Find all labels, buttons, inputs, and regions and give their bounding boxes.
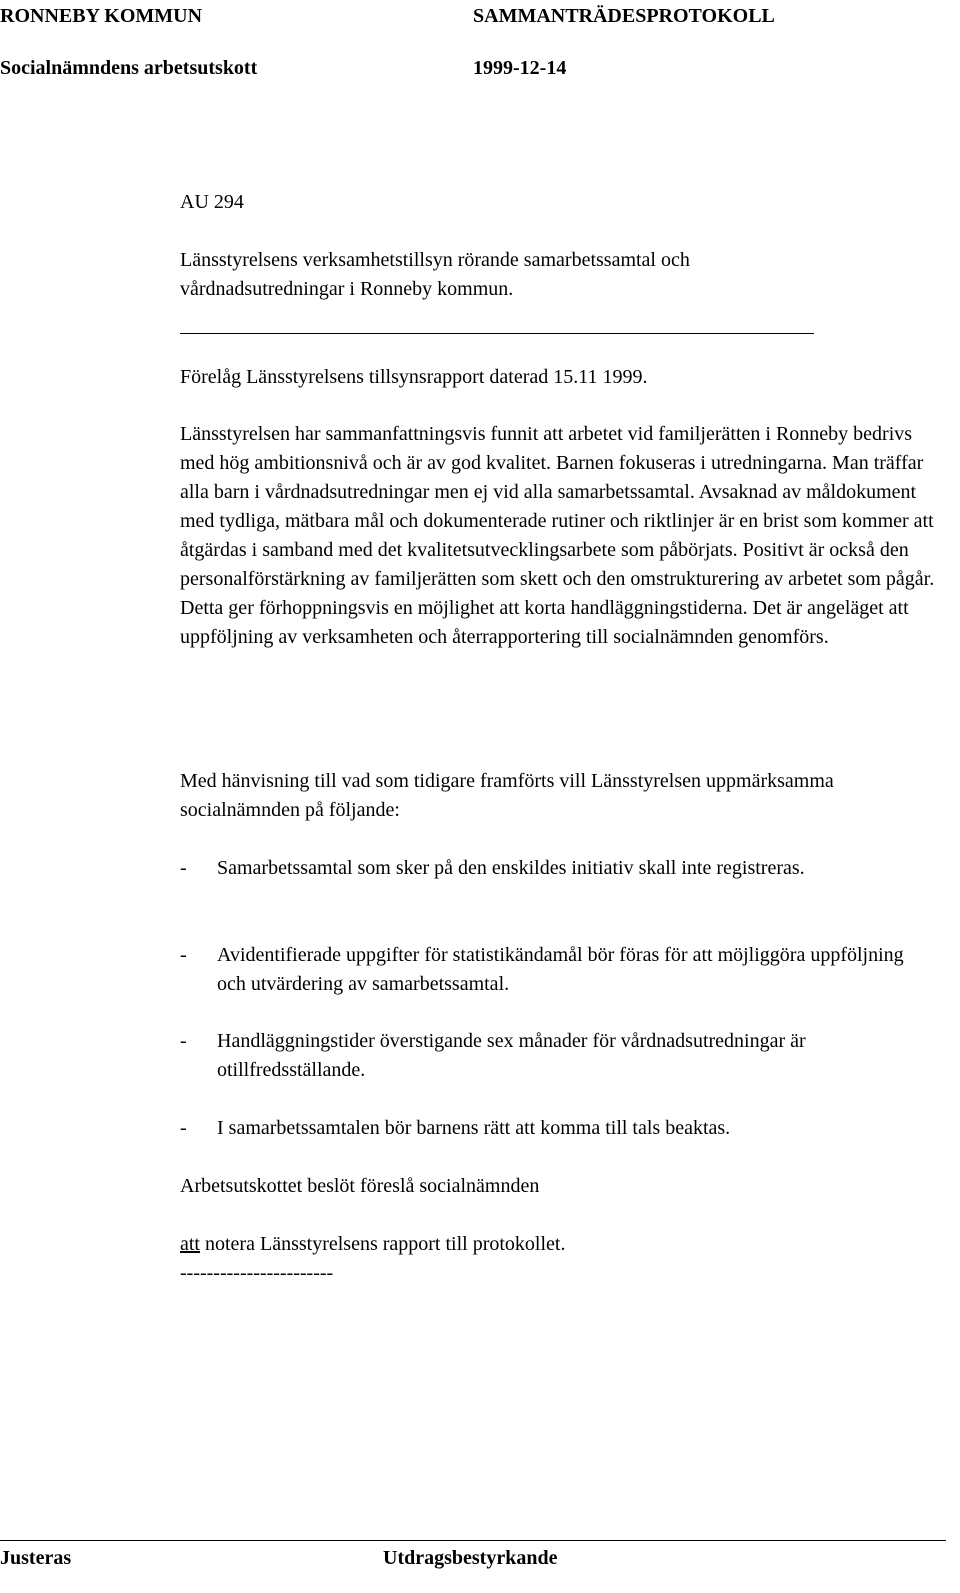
case-number: AU 294 bbox=[180, 191, 244, 213]
case-title-line2: vårdnadsutredningar i Ronneby kommun. bbox=[180, 278, 514, 300]
case-title-line1: Länsstyrelsens verksamhetstillsyn rörande samarbetssamtal och bbox=[180, 249, 690, 271]
list-item: I samarbetssamtalen bör barnens rätt att komma till tals beaktas. bbox=[217, 1117, 731, 1139]
list-item: Avidentifierade uppgifter för statistikändamål bör föras för att möjliggöra uppföljning och utvärdering av samarbetssamtal. bbox=[217, 944, 904, 995]
list-item: Handläggningstider överstigande sex månader för vårdnadsutredningar är otillfredsställande. bbox=[217, 1030, 806, 1081]
decision-intro: Arbetsutskottet beslöt föreslå socialnämnden bbox=[180, 1175, 540, 1197]
municipality-name: RONNEBY KOMMUN bbox=[0, 5, 203, 27]
summary-part2: Avsaknad av måldokument med tydliga, mätbara mål och dokumenterade rutiner och riktlinjer är en brist som kommer att åtgärdas i samband med det kvalitetsutvecklingsarbete som påbörjats. Positivt är också den personalförstärkning av familjerätten som skett och den omstrukturering av arbetet som pågår. Detta ger förhoppningsvis en möjlighet att korta handläggningstiderna. Det är angeläget att uppföljning av verksamheten och återrapportering till socialnämnden genomförs. bbox=[180, 481, 935, 648]
committee-name: Socialnämndens arbetsutskott bbox=[0, 57, 258, 79]
footer-justeras: Justeras bbox=[0, 1547, 72, 1569]
document-type: SAMMANTRÄDESPROTOKOLL bbox=[473, 5, 775, 27]
end-rule: ----------------------- bbox=[180, 1262, 334, 1284]
bullet-marker: - bbox=[180, 1117, 187, 1139]
decision-paragraph bbox=[180, 1230, 940, 1259]
meeting-date: 1999-12-14 bbox=[473, 57, 567, 79]
reference-paragraph: Med hänvisning till vad som tidigare framförts vill Länsstyrelsen uppmärksamma socialnämnden på följande: bbox=[180, 770, 834, 821]
presented-paragraph: Förelåg Länsstyrelsens tillsynsrapport daterad 15.11 1999. bbox=[180, 366, 648, 388]
decision-text: notera Länsstyrelsens rapport till protokollet. bbox=[200, 1233, 566, 1255]
title-rule bbox=[180, 333, 814, 334]
summary-part1: Länsstyrelsen har sammanfattningsvis funnit att arbetet vid familjerätten i Ronneby bedrivs med hög ambitionsnivå och är av god kvalitet. Barnen fokuseras i utredningarna. Man träffar alla barn i vårdnadsutredningar men ej vid alla samarbetssamtal. bbox=[180, 423, 924, 503]
bullet-marker: - bbox=[180, 1030, 187, 1052]
footer-rule bbox=[0, 1540, 946, 1541]
att-word: att bbox=[180, 1233, 200, 1255]
list-item: Samarbetssamtal som sker på den enskildes initiativ skall inte registreras. bbox=[217, 857, 805, 879]
case-title bbox=[180, 246, 940, 304]
bullet-marker: - bbox=[180, 857, 187, 879]
footer-utdragsbestyrkande: Utdragsbestyrkande bbox=[383, 1547, 558, 1569]
bullet-marker: - bbox=[180, 944, 187, 966]
summary-paragraph bbox=[180, 420, 940, 652]
